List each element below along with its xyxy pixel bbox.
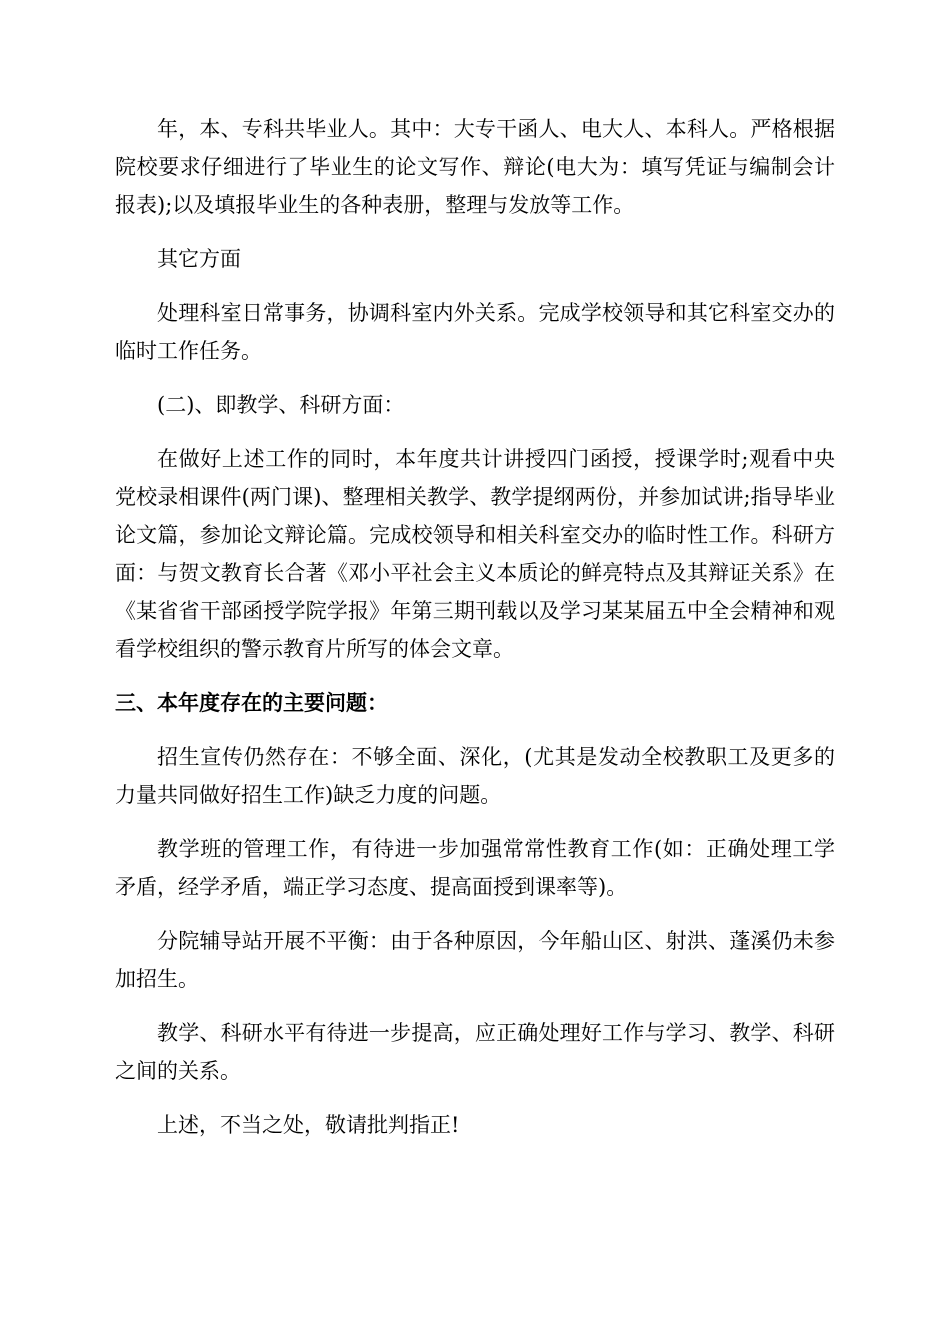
- paragraph-office-affairs: 处理科室日常事务，协调科室内外关系。完成学校领导和其它科室交办的临时工作任务。: [115, 301, 835, 363]
- paragraph-problem-research-level: 教学、科研水平有待进一步提高，应正确处理好工作与学习、教学、科研之间的关系。: [115, 1021, 835, 1083]
- paragraph-problem-class-management: 教学班的管理工作，有待进一步加强常常性教育工作(如：正确处理工学矛盾，经学矛盾，端正学习态度、提高面授到课率等)。: [115, 837, 835, 899]
- section-heading-problems: 三、本年度存在的主要问题：: [115, 691, 388, 715]
- paragraph-problem-recruitment: 招生宣传仍然存在：不够全面、深化，(尤其是发动全校教职工及更多的力量共同做好招生工作)缺乏力度的问题。: [115, 745, 835, 807]
- paragraph-closing: 上述，不当之处，敬请批判指正!: [157, 1113, 460, 1137]
- paragraph-teaching-research-title: (二)、即教学、科研方面：: [157, 393, 405, 417]
- paragraph-other-aspects-title: 其它方面: [157, 247, 241, 271]
- document-body: [115, 110, 835, 1160]
- paragraph-problem-branches: 分院辅导站开展不平衡：由于各种原因，今年船山区、射洪、蓬溪仍未参加招生。: [115, 929, 835, 991]
- paragraph-teaching-research: 在做好上述工作的同时，本年度共计讲授四门函授，授课学时;观看中央党校录相课件(两门课)、整理相关教学、教学提纲两份，并参加试讲;指导毕业论文篇，参加论文辩论篇。完成校领导和相关科室交办的临时性工作。科研方面：与贺文教育长合著《邓小平社会主义本质论的鲜亮特点及其辩证关系》在《某省省干部函授学院学报》年第三期刊载以及学习某某届五中全会精神和观看学校组织的警示教育片所写的体会文章。: [115, 447, 835, 661]
- paragraph-graduates: 年，本、专科共毕业人。其中：大专干函人、电大人、本科人。严格根据院校要求仔细进行了毕业生的论文写作、辩论(电大为：填写凭证与编制会计报表);以及填报毕业生的各种表册，整理与发放等工作。: [115, 117, 835, 217]
